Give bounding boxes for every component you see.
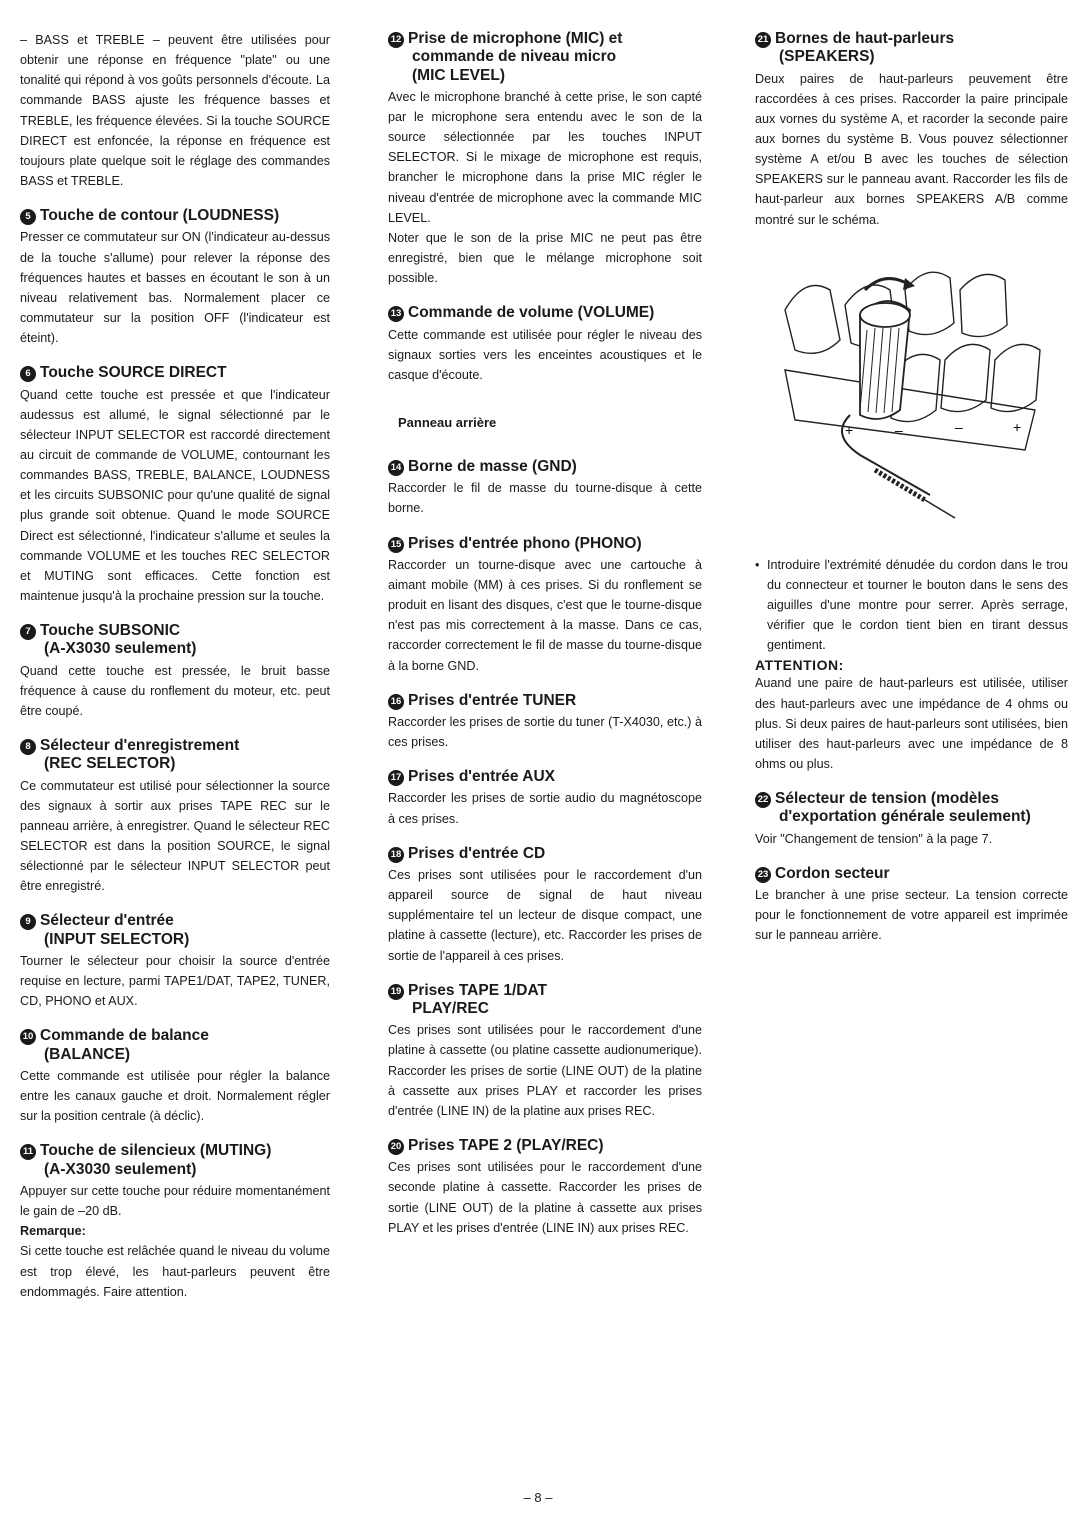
section-gnd [388, 458, 702, 519]
section-voltage-selector [755, 790, 1068, 849]
section-body: Appuyer sur cette touche pour réduire momentanément le gain de –20 dB. [20, 1184, 330, 1219]
bullet-dot-icon: • [755, 557, 760, 572]
section-body: Tourner le sélecteur pour choisir la source d'entrée requise en lecture, parmi TAPE1/DAT, TAPE2, TUNER, CD, PHONO et AUX. [20, 954, 330, 1009]
section-heading: 21 Bornes de haut-parleurs (SPEAKERS) [755, 30, 1068, 67]
intro-text: – BASS et TREBLE – peuvent être utilisées pour obtenir une réponse en fréquence "plate" ou une tonalité qui répond à vos goûts personnels d'écoute. La commande BASS ajuste les fréquence basses et TREBLE, les fréquence élevées. Si la touche SOURCE DIRECT est enfoncée, la réponse en fréquence est toujours plate quelque soit le réglage des commandes BASS et TREBLE. [20, 33, 330, 188]
section-mic [388, 30, 702, 288]
section-volume [388, 304, 702, 385]
item-number-badge: 7 [20, 624, 36, 640]
section-rec-selector [20, 737, 330, 896]
remark-text: Si cette touche est relâchée quand le niveau du volume est trop élevé, les haut-parleurs peuvent être endommagés. Faire attention. [20, 1244, 330, 1299]
section-body: Voir "Changement de tension" à la page 7. [755, 831, 993, 846]
section-heading: 9 Sélecteur d'entrée (INPUT SELECTOR) [20, 912, 330, 949]
section-heading: 6 Touche SOURCE DIRECT [20, 364, 330, 382]
section-heading: 23 Cordon secteur [755, 865, 1068, 883]
section-heading: 19 Prises TAPE 1/DAT PLAY/REC [388, 982, 702, 1019]
item-number-badge: 19 [388, 984, 404, 1000]
section-input-selector [20, 912, 330, 1011]
section-body: Ces prises sont utilisées pour le raccordement d'une seconde platine à cassette. Raccorder les prises de sortie (LINE OUT) de la platine à cassette aux prises PLAY et les prises d'entrée (LINE IN) aux prises REC. [388, 1160, 702, 1235]
section-heading: 8 Sélecteur d'enregistrement (REC SELECTOR) [20, 737, 330, 774]
section-speakers [755, 30, 1068, 230]
item-number-badge: 21 [755, 32, 771, 48]
section-power-cord [755, 865, 1068, 946]
terminal-plus-label: + [845, 421, 854, 438]
section-loudness [20, 207, 330, 348]
item-number-badge: 9 [20, 914, 36, 930]
column-left [20, 30, 330, 1318]
section-tape1 [388, 982, 702, 1121]
section-body: Raccorder les prises de sortie du tuner (T-X4030, etc.) à ces prises. [388, 714, 702, 750]
section-cd [388, 845, 702, 966]
item-number-badge: 18 [388, 847, 404, 863]
item-number-badge: 16 [388, 694, 404, 710]
column-right [755, 30, 1068, 962]
section-heading: 12 Prise de microphone (MIC) et commande de niveau micro (MIC LEVEL) [388, 30, 702, 85]
section-phono [388, 535, 702, 676]
section-body: Presser ce commutateur sur ON (l'indicateur au-dessus de la touche s'allume) pour relever la réponse des fréquences hautes et basses en écoutant le son à un niveau relativement bas. Normalement placer ce commutateur sur la position OFF (l'indicateur est éteint). [20, 230, 330, 346]
section-subsonic [20, 622, 330, 721]
item-number-badge: 14 [388, 460, 404, 476]
section-heading: 11 Touche de silencieux (MUTING) (A-X3030 seulement) [20, 1142, 330, 1179]
section-heading: 22 Sélecteur de tension (modèles d'exportation générale seulement) [755, 790, 1068, 827]
item-number-badge: 23 [755, 867, 771, 883]
section-body: Quand cette touche est pressée et que l'indicateur audessus est allumé, le signal sélectionné par le sélecteur INPUT SELECTOR est raccordé directement au circuit de commande de VOLUME, contournant les commandes BASS, TREBLE, BALANCE, LOUDNESS et les circuits SUBSONIC pour qu'une qualité de signal plus grande soit obtenue. Quand le mode SOURCE Direct est sélectionné, l'indicateur s'allume et seules la commande VOLUME et les touches REC SELECTOR et MUTING sont efficaces. Cette fonction est maintenue jusqu'à la prochaine pression sur la touche. [20, 387, 330, 603]
section-body: Deux paires de haut-parleurs peuvement être raccordées à ces prises. Raccorder la paire principale aux vornes du système A, et racorder la seconde paire aux bornes du système B. Vous pouvez sélectionner système A et/ou B avec les touches de sélection SPEAKERS sur le panneau avant. Raccorder les fils de haut-parleur aux bornes SPEAKERS A/B comme montré sur le schéma. [755, 71, 1068, 227]
item-number-badge: 22 [755, 792, 771, 808]
item-number-badge: 8 [20, 739, 36, 755]
item-number-badge: 11 [20, 1144, 36, 1160]
section-body: Quand cette touche est pressée, le bruit basse fréquence à cause du ronflement du moteur, etc. peut être coupé. [20, 663, 330, 718]
section-aux [388, 768, 702, 829]
section-body: Le brancher à une prise secteur. La tension correcte pour le fonctionnement de votre appareil est imprimée sur le panneau arrière. [755, 888, 1068, 943]
item-number-badge: 17 [388, 770, 404, 786]
bullet-text: Introduire l'extrémité dénudée du cordon dans le trou du connecteur et tourner le bouton dans le sens des aiguilles d'une montre pour serrer. Après serrage, vérifier que le cordon tient bien en tirant dessus gentiment. [767, 557, 1068, 653]
section-heading: 7 Touche SUBSONIC (A-X3030 seulement) [20, 622, 330, 659]
section-heading: 17 Prises d'entrée AUX [388, 768, 702, 786]
section-balance [20, 1027, 330, 1126]
section-tuner [388, 692, 702, 753]
section-body-note: Noter que le son de la prise MIC ne peut pas être enregistré, bien que le mélange microphone soit possible. [388, 230, 702, 286]
section-attention [755, 657, 1068, 774]
section-tape2 [388, 1137, 702, 1238]
terminal-minus-label: – [955, 418, 963, 435]
section-heading: 20 Prises TAPE 2 (PLAY/REC) [388, 1137, 702, 1155]
rear-panel-heading: Panneau arrière [398, 414, 497, 430]
section-heading: 5 Touche de contour (LOUDNESS) [20, 207, 330, 225]
page-number: – 8 – [523, 1490, 553, 1505]
section-body: Raccorder les prises de sortie audio du magnétoscope à ces prises. [388, 791, 702, 826]
terminal-minus-label: – [895, 421, 903, 438]
section-body: Raccorder le fil de masse du tourne-disque à cette borne. [388, 481, 702, 516]
speaker-terminal-diagram [755, 250, 1068, 540]
attention-label: ATTENTION: [755, 657, 844, 674]
section-heading: 14 Borne de masse (GND) [388, 458, 702, 476]
section-body: Ce commutateur est utilisé pour sélectionner la source des signaux à sortir aux prises TAPE REC sur le panneau arrière, à enregistrer. Quand le sélecteur REC SELECTOR est dans la position SOURCE, le signal sélectionné par le sélecteur INPUT SELECTOR peut être enregistré. [20, 778, 330, 894]
item-number-badge: 6 [20, 366, 36, 382]
section-body: Cette commande est utilisée pour régler le niveau des signaux sorties vers les enceintes acoustiques et le casque d'écoute. [388, 327, 702, 382]
attention-text: Auand une paire de haut-parleurs est utilisée, utiliser des haut-parleurs avec une impédance de 4 ohms ou plus. Si deux paires de haut-parleurs sont utilisées, bien utiliser des haut-parleurs avec une impédance de 8 ohms ou plus. [755, 676, 1068, 771]
section-body: Ces prises sont utilisées pour le raccordement d'un appareil source de signal de haut niveau supplémentaire tel un lecteur de disque compact, une platine à cassette (lecture), etc. Raccorder les prises de sortie de l'appareil à ces prises. [388, 868, 702, 963]
item-number-badge: 10 [20, 1029, 36, 1045]
bullet-item [755, 555, 1068, 656]
item-number-badge: 12 [388, 32, 404, 48]
terminal-plus-label: + [1013, 418, 1022, 435]
section-body: Raccorder un tourne-disque avec une cartouche à aimant mobile (MM) à ces prises. Si du ronflement se produit en lisant des disques, c'est que le tourne-disque n'est pas mis correctement à la masse. Dans ce cas, raccorder correctement le fil de masse du tourne-disque à la borne GND. [388, 557, 702, 673]
item-number-badge: 15 [388, 537, 404, 553]
remark-label: Remarque: [20, 1224, 86, 1239]
item-number-badge: 5 [20, 209, 36, 225]
section-heading: 10 Commande de balance (BALANCE) [20, 1027, 330, 1064]
section-body: Cette commande est utilisée pour régler la balance entre les canaux gauche et droit. Normalement régler sur la position centrale (à déclic). [20, 1069, 330, 1124]
section-heading: 18 Prises d'entrée CD [388, 845, 702, 863]
section-muting [20, 1142, 330, 1301]
section-heading: 16 Prises d'entrée TUNER [388, 692, 702, 710]
column-middle [388, 30, 702, 1254]
section-heading: 13 Commande de volume (VOLUME) [388, 304, 702, 322]
section-body: Ces prises sont utilisées pour le raccordement d'une platine à cassette (ou platine cassette audionumerique). Raccorder les prises de sortie (LINE OUT) de la platine à cassette aux prises PLAY et raccorder les prises d'entrée (LINE IN) de la platine aux prises REC. [388, 1023, 702, 1118]
item-number-badge: 13 [388, 306, 404, 322]
section-body: Avec le microphone branché à cette prise, le son capté par le microphone sera entendu avec le son de la source sélectionnée par les touches INPUT SELECTOR. Si le mixage de microphone est requis, brancher le microphone dans la prise MIC régler le niveau d'entrée de microphone avec la commande MIC LEVEL. [388, 89, 702, 225]
section-source-direct [20, 364, 330, 606]
section-bass-treble [20, 30, 330, 191]
item-number-badge: 20 [388, 1139, 404, 1155]
section-heading: 15 Prises d'entrée phono (PHONO) [388, 535, 702, 553]
